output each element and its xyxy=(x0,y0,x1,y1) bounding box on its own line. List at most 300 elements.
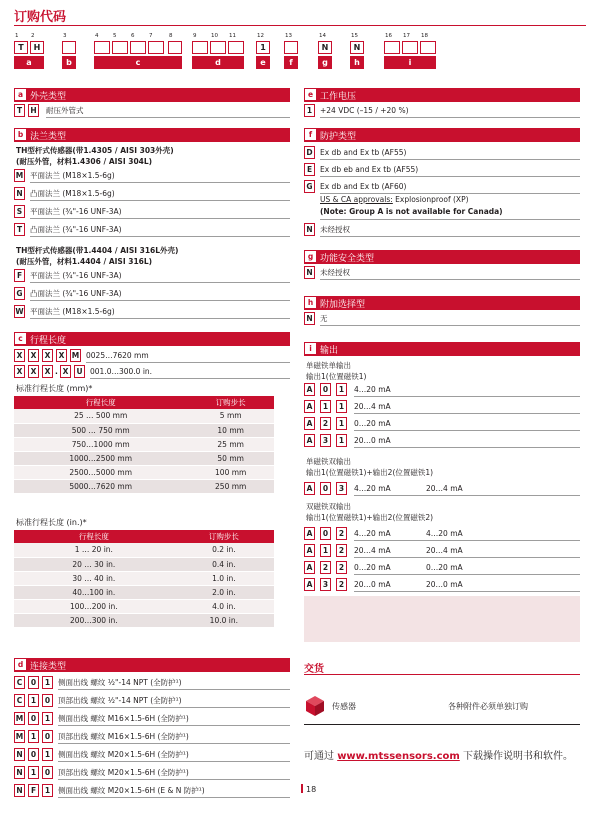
row-divider xyxy=(30,182,290,183)
section-h-row xyxy=(304,312,580,327)
code-position-number: 12 xyxy=(257,33,264,39)
code-box: C xyxy=(14,694,25,707)
code-box: A xyxy=(304,561,315,574)
table-cell: 30 … 40 in. xyxy=(14,571,174,585)
approval-line: US & CA approvals: Explosionproof (XP) xyxy=(320,195,469,204)
table-caption: 标准行程长度 (mm)* xyxy=(16,384,93,393)
group-subtitle: (耐压外管，材料1.4306 / AISI 304L) xyxy=(16,157,153,166)
code-box: T xyxy=(14,223,25,236)
code-position-box xyxy=(168,41,182,54)
option-desc: 侧面出线 螺纹 ½"-14 NPT (全防护¹) xyxy=(58,678,182,687)
code-box: 1 xyxy=(28,694,39,707)
code-box: 2 xyxy=(336,578,347,591)
option-desc: +24 VDC (–15 / +20 %) xyxy=(320,106,409,115)
code-position-box xyxy=(228,41,244,54)
code-box: M xyxy=(71,351,80,360)
code-position-box xyxy=(384,41,400,54)
row-divider xyxy=(320,193,580,194)
code-position-number: 10 xyxy=(211,33,218,39)
code-position-box xyxy=(112,41,128,54)
table-row xyxy=(14,465,274,479)
option-desc-2: 0…20 mA xyxy=(426,563,463,572)
code-group-label: b xyxy=(62,56,76,69)
code-box: 1 xyxy=(28,730,39,743)
code-box: 1 xyxy=(320,544,331,557)
table-cell: 100…200 in. xyxy=(14,599,174,613)
option-desc: 凸面法兰 (M18×1.5-6g) xyxy=(30,189,115,198)
code-position-box: T xyxy=(14,41,28,54)
table-cell: 5000…7620 mm xyxy=(14,479,187,493)
table-caption: 标准行程长度 (in.)* xyxy=(16,518,87,527)
stroke-length-in-table xyxy=(14,530,274,628)
section-title: 防护类型 xyxy=(320,132,357,142)
option-row xyxy=(304,163,580,178)
code-position-number: 4 xyxy=(95,33,99,39)
code-position-box: 1 xyxy=(256,41,270,54)
option-row xyxy=(304,578,580,593)
code-box: M xyxy=(15,171,24,180)
section-a-header xyxy=(14,88,290,102)
code-box: 1 xyxy=(42,784,53,797)
code-box: U xyxy=(74,365,85,378)
section-title: 功能安全类型 xyxy=(320,254,375,264)
option-desc: 无 xyxy=(320,314,328,323)
table-row xyxy=(14,479,274,493)
section-tag: c xyxy=(15,333,26,344)
section-g-row xyxy=(304,266,580,281)
row-divider xyxy=(354,557,580,558)
table-cell: 2.0 in. xyxy=(174,585,274,599)
option-row xyxy=(14,694,290,709)
code-position-box xyxy=(420,41,436,54)
section-a-row xyxy=(14,104,290,119)
code-group-label: d xyxy=(192,56,244,69)
section-e-header xyxy=(304,88,580,102)
code-position-number: 14 xyxy=(319,33,326,39)
section-i-header xyxy=(304,342,580,356)
code-box: 0 xyxy=(42,766,53,779)
code-box: 1 xyxy=(336,434,347,447)
option-row xyxy=(304,482,580,497)
table-row xyxy=(14,409,274,423)
row-divider xyxy=(30,300,290,301)
table-cell: 10 mm xyxy=(187,423,274,437)
code-box: 3 xyxy=(320,578,331,591)
code-box: 0 xyxy=(42,730,53,743)
code-box: G xyxy=(304,180,315,193)
code-box: S xyxy=(14,205,25,218)
code-position-box: N xyxy=(350,41,364,54)
code-box: 1 xyxy=(336,400,347,413)
row-divider xyxy=(58,689,290,690)
table-cell: 40…100 in. xyxy=(14,585,174,599)
section-h-header xyxy=(304,296,580,310)
row-divider xyxy=(354,413,580,414)
option-desc: 4…20 mA xyxy=(354,484,391,493)
code-box: A xyxy=(304,434,315,447)
code-box: 3 xyxy=(336,482,347,495)
code-position-box: H xyxy=(30,41,44,54)
table-cell: 0.4 in. xyxy=(174,557,274,571)
code-position-number: 5 xyxy=(113,33,117,39)
code-box: G xyxy=(14,287,25,300)
option-desc-2: 4…20 mA xyxy=(426,529,463,538)
code-box: A xyxy=(304,400,315,413)
section-title: 行程长度 xyxy=(30,336,67,346)
section-tag: a xyxy=(15,89,26,100)
code-box: 0 xyxy=(320,383,331,396)
option-desc: Ex db and Ex tb (AF55) xyxy=(320,148,407,157)
row-divider xyxy=(354,540,580,541)
table-row xyxy=(14,543,274,557)
row-divider xyxy=(90,378,290,379)
code-box: N xyxy=(14,187,25,200)
code-box: N xyxy=(304,223,315,236)
code-box: 2 xyxy=(336,527,347,540)
table-row xyxy=(14,613,274,627)
option-row xyxy=(304,417,580,432)
code-box: 1 xyxy=(320,400,331,413)
code-box: 0 xyxy=(320,527,331,540)
code-box: N xyxy=(304,312,315,325)
code-group-label: g xyxy=(318,56,332,69)
option-row xyxy=(14,676,290,691)
section-e-row xyxy=(304,104,580,119)
code-box: D xyxy=(304,146,315,159)
section-f-row-n xyxy=(304,223,580,238)
code-box: A xyxy=(304,383,315,396)
option-desc: 顶部出线 螺纹 ½"-14 NPT (全防护¹) xyxy=(58,696,182,705)
table-cell: 750…1000 mm xyxy=(14,437,187,451)
code-box: A xyxy=(304,544,315,557)
group-title: TH型杆式传感器(带1.4404 / AISI 316L外壳) xyxy=(16,246,179,255)
section-c-header xyxy=(14,332,290,346)
table-cell: 1000…2500 mm xyxy=(14,451,187,465)
row-divider xyxy=(58,797,290,798)
table-row xyxy=(14,585,274,599)
delivery-note: 各种附件必须单独订购 xyxy=(448,702,528,711)
option-desc: 顶部出线 螺纹 M16×1.5-6H (全防护¹) xyxy=(58,732,189,741)
delivery-title: 交货 xyxy=(304,664,324,675)
delivery-rule xyxy=(304,674,580,675)
option-desc: 20…0 mA xyxy=(354,436,391,445)
option-desc: 0…20 mA xyxy=(354,563,391,572)
row-divider xyxy=(58,743,290,744)
table-cell: 20 … 30 in. xyxy=(14,557,174,571)
code-position-number: 17 xyxy=(403,33,410,39)
section-tag: d xyxy=(15,659,26,670)
section-title: 法兰类型 xyxy=(30,132,67,142)
option-desc: 001.0…300.0 in. xyxy=(90,367,153,376)
code-box: X xyxy=(60,365,71,378)
code-position-box xyxy=(130,41,146,54)
section-tag: g xyxy=(305,251,316,262)
section-tag: b xyxy=(15,129,26,140)
code-box: N xyxy=(304,266,315,279)
option-desc: Ex db eb and Ex tb (AF55) xyxy=(320,165,419,174)
section-g-header xyxy=(304,250,580,264)
table-cell: 1.0 in. xyxy=(174,571,274,585)
code-box: 1 xyxy=(336,383,347,396)
option-row xyxy=(14,269,290,284)
code-box: A xyxy=(304,527,315,540)
code-box: 2 xyxy=(320,417,331,430)
code-box: 0 xyxy=(42,694,53,707)
code-box: W xyxy=(15,307,24,316)
option-row xyxy=(304,146,580,161)
code-group-label: f xyxy=(284,56,298,69)
code-box: 1 xyxy=(336,417,347,430)
stroke-length-mm-table xyxy=(14,396,274,494)
code-position-number: 16 xyxy=(385,33,392,39)
row-divider xyxy=(354,447,580,448)
group-subtitle: (耐压外管，材料1.4404 / AISI 316L) xyxy=(16,257,153,266)
option-desc-2: 20…4 mA xyxy=(426,484,463,493)
table-cell: 5 mm xyxy=(187,409,274,423)
table-cell: 200…300 in. xyxy=(14,613,174,627)
code-box: X xyxy=(28,365,39,378)
option-desc: 凸面法兰 (¾"-16 UNF-3A) xyxy=(30,225,122,234)
option-desc: 耐压外管式 xyxy=(46,106,84,115)
option-desc: 凸面法兰 (¾"-16 UNF-3A) xyxy=(30,289,122,298)
code-box: F xyxy=(28,784,39,797)
section-f-header xyxy=(304,128,580,142)
download-text: 可通过 www.mtssensors.com 下载操作说明书和软件。 xyxy=(304,751,573,762)
code-position-number: 8 xyxy=(169,33,173,39)
approval-note: (Note: Group A is not available for Canada) xyxy=(320,207,503,216)
group-subtitle: 输出1(位置磁铁1) xyxy=(306,372,367,381)
code-position-box xyxy=(62,41,76,54)
title-rule xyxy=(14,25,586,26)
code-position-number: 6 xyxy=(131,33,135,39)
code-box: N xyxy=(14,748,25,761)
table-row xyxy=(14,437,274,451)
code-group-label: c xyxy=(94,56,182,69)
table-cell: 500 … 750 mm xyxy=(14,423,187,437)
section-title: 输出 xyxy=(320,346,339,356)
code-box: M xyxy=(15,714,24,723)
section-title: 外壳类型 xyxy=(30,92,67,102)
code-position-box xyxy=(148,41,164,54)
option-desc: 平面法兰 (¾"-16 UNF-3A) xyxy=(30,271,122,280)
section-tag: f xyxy=(305,129,316,140)
row-divider xyxy=(354,396,580,397)
code-box: X xyxy=(42,365,53,378)
option-row xyxy=(304,561,580,576)
row-divider xyxy=(354,430,580,431)
code-position-box xyxy=(210,41,226,54)
table-header: 行程长度 xyxy=(14,396,187,409)
code-box: X xyxy=(42,349,53,362)
page-title: 订购代码 xyxy=(14,10,67,25)
code-position-number: 7 xyxy=(149,33,153,39)
option-row xyxy=(14,712,290,727)
table-cell: 250 mm xyxy=(187,479,274,493)
section-title: 附加选择型 xyxy=(320,300,366,310)
table-header: 订购步长 xyxy=(174,530,274,543)
code-box: 3 xyxy=(320,434,331,447)
code-position-box xyxy=(192,41,208,54)
code-position-box xyxy=(402,41,418,54)
code-position-number: 11 xyxy=(229,33,236,39)
group-title: 单磁铁双输出 xyxy=(306,457,351,466)
table-row xyxy=(14,557,274,571)
package-icon xyxy=(306,696,324,716)
option-row xyxy=(304,434,580,449)
code-box: T xyxy=(14,104,25,117)
option-desc: 顶部出线 螺纹 M20×1.5-6H (全防护¹) xyxy=(58,768,189,777)
code-box: 2 xyxy=(336,561,347,574)
row-divider xyxy=(58,779,290,780)
code-group-label: a xyxy=(14,56,44,69)
table-cell: 4.0 in. xyxy=(174,599,274,613)
code-position-number: 1 xyxy=(15,33,19,39)
code-box: 2 xyxy=(336,544,347,557)
code-box: 2 xyxy=(320,561,331,574)
row-divider xyxy=(58,707,290,708)
code-box: 0 xyxy=(28,748,39,761)
table-cell: 0.2 in. xyxy=(174,543,274,557)
option-desc-2: 20…0 mA xyxy=(426,580,463,589)
option-row xyxy=(14,784,290,799)
option-row xyxy=(14,349,290,364)
section-tag: e xyxy=(305,89,316,100)
option-row xyxy=(304,400,580,415)
option-desc: 4…20 mA xyxy=(354,529,391,538)
code-position-number: 18 xyxy=(421,33,428,39)
option-row xyxy=(14,365,290,380)
option-row xyxy=(14,730,290,745)
shaded-block xyxy=(304,596,580,642)
option-desc: 平面法兰 (M18×1.5-6g) xyxy=(30,307,115,316)
option-row xyxy=(14,748,290,763)
table-cell: 25 … 500 mm xyxy=(14,409,187,423)
code-position-box xyxy=(284,41,298,54)
section-title: 工作电压 xyxy=(320,92,357,102)
table-cell: 2500…5000 mm xyxy=(14,465,187,479)
code-box: A xyxy=(304,417,315,430)
option-desc: 20…4 mA xyxy=(354,402,391,411)
table-header: 订购步长 xyxy=(187,396,274,409)
code-box: X xyxy=(14,365,25,378)
code-position-number: 9 xyxy=(193,33,197,39)
row-divider xyxy=(86,362,290,363)
table-cell: 50 mm xyxy=(187,451,274,465)
code-group-label: e xyxy=(256,56,270,69)
code-box: M xyxy=(15,732,24,741)
table-cell: 1 … 20 in. xyxy=(14,543,174,557)
option-desc: 0025…7620 mm xyxy=(86,351,149,360)
option-desc: 20…0 mA xyxy=(354,580,391,589)
code-box: 1 xyxy=(42,712,53,725)
table-header: 行程长度 xyxy=(14,530,174,543)
code-box: 1 xyxy=(42,748,53,761)
row-divider xyxy=(30,218,290,219)
code-box: 0 xyxy=(28,712,39,725)
option-row xyxy=(304,383,580,398)
code-box: X xyxy=(56,349,67,362)
code-box: 0 xyxy=(320,482,331,495)
option-row xyxy=(14,223,290,238)
row-divider xyxy=(30,318,290,319)
row-divider xyxy=(30,236,290,237)
option-row xyxy=(14,187,290,202)
code-box: A xyxy=(304,482,315,495)
table-row xyxy=(14,451,274,465)
option-desc: 4…20 mA xyxy=(354,385,391,394)
code-position-number: 3 xyxy=(63,33,67,39)
option-desc: 未经授权 xyxy=(320,225,350,234)
table-row xyxy=(14,423,274,437)
row-divider xyxy=(58,761,290,762)
code-position-number: 15 xyxy=(351,33,358,39)
code-box: 1 xyxy=(304,104,315,117)
option-row xyxy=(14,305,290,320)
section-title: 连接类型 xyxy=(30,662,67,672)
row-divider xyxy=(30,282,290,283)
option-desc: 0…20 mA xyxy=(354,419,391,428)
code-box: 0 xyxy=(28,676,39,689)
code-box: X xyxy=(28,349,39,362)
table-row xyxy=(14,571,274,585)
table-row xyxy=(14,599,274,613)
option-desc: 平面法兰 (¾"-16 UNF-3A) xyxy=(30,207,122,216)
code-group-label: i xyxy=(384,56,436,69)
group-title: TH型杆式传感器(带1.4305 / AISI 303外壳) xyxy=(16,146,174,155)
website-link[interactable]: www.mtssensors.com xyxy=(337,751,460,762)
code-box: E xyxy=(304,163,315,176)
section-d-header xyxy=(14,658,290,672)
code-box: X xyxy=(14,349,25,362)
option-row xyxy=(14,169,290,184)
option-row xyxy=(14,205,290,220)
option-desc: 侧面出线 螺纹 M20×1.5-6H (E & N 防护¹) xyxy=(58,786,205,795)
decimal-point: . xyxy=(55,367,58,376)
row-divider xyxy=(354,495,580,496)
option-row xyxy=(304,527,580,542)
code-position-number: 2 xyxy=(31,33,35,39)
option-desc: 侧面出线 螺纹 M16×1.5-6H (全防护¹) xyxy=(58,714,189,723)
table-cell: 25 mm xyxy=(187,437,274,451)
row-divider xyxy=(354,591,580,592)
code-box: 1 xyxy=(42,676,53,689)
code-box: H xyxy=(28,104,39,117)
section-tag: h xyxy=(305,297,316,308)
table-cell: 100 mm xyxy=(187,465,274,479)
group-subtitle: 输出1(位置磁铁1)+输出2(位置磁铁1) xyxy=(306,468,434,477)
page-number: 18 xyxy=(301,784,316,794)
code-box: N xyxy=(14,784,25,797)
option-desc-2: 20…4 mA xyxy=(426,546,463,555)
row-divider xyxy=(320,159,580,160)
code-position-box xyxy=(94,41,110,54)
option-row xyxy=(14,287,290,302)
option-desc: 未经授权 xyxy=(320,268,350,277)
code-box: C xyxy=(14,676,25,689)
code-group-label: h xyxy=(350,56,364,69)
option-desc: Ex db and Ex tb (AF60) xyxy=(320,182,407,191)
group-subtitle: 输出1(位置磁铁1)+输出2(位置磁铁2) xyxy=(306,513,434,522)
code-box: A xyxy=(304,578,315,591)
code-box: F xyxy=(14,269,25,282)
code-position-box: N xyxy=(318,41,332,54)
group-title: 双磁铁双输出 xyxy=(306,502,351,511)
delivery-item: 传感器 xyxy=(332,702,356,711)
row-divider xyxy=(30,200,290,201)
group-title: 单磁铁单输出 xyxy=(306,361,351,370)
table-cell: 10.0 in. xyxy=(174,613,274,627)
row-divider xyxy=(58,725,290,726)
